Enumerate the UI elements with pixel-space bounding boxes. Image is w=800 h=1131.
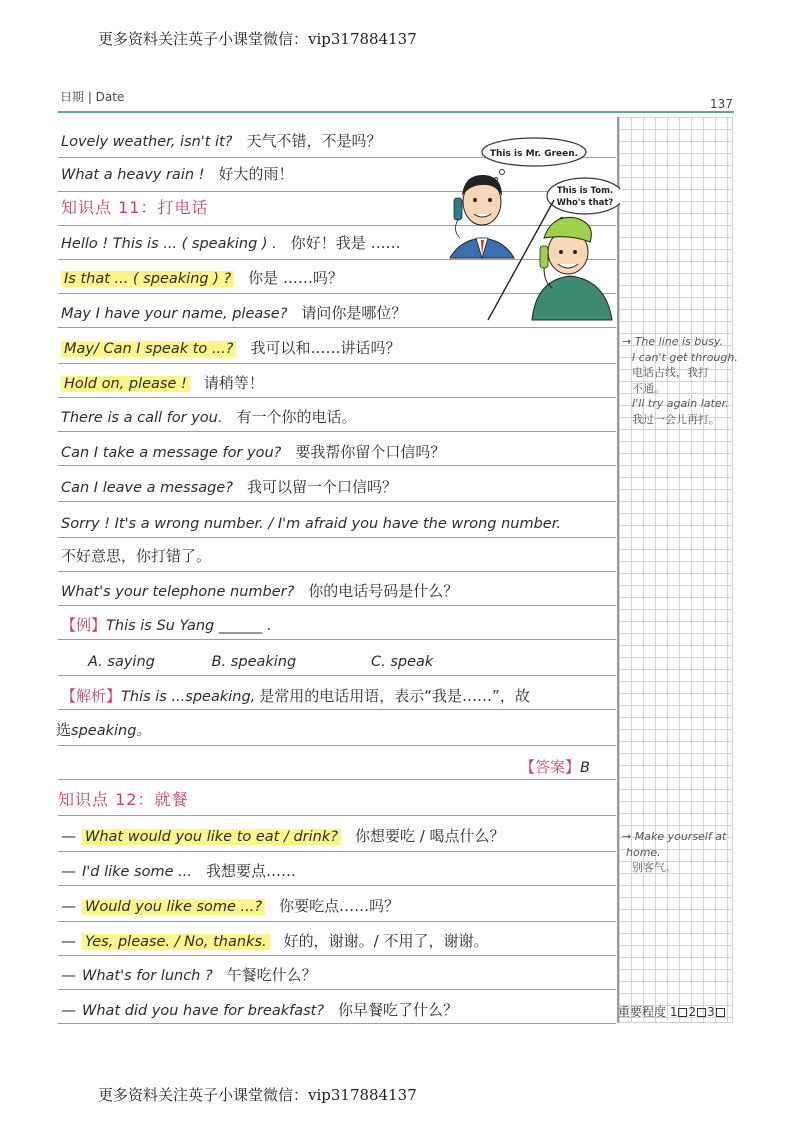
phrase-zh: 我可以留一个口信吗？ xyxy=(247,478,398,496)
phrase-en: May I have your name, please? xyxy=(61,306,288,322)
analysis-cont-en: speaking。 xyxy=(71,723,151,739)
phrase-zh: 午餐吃什么？ xyxy=(226,966,317,984)
phrase-zh: 有一个你的电话。 xyxy=(236,408,357,426)
phrase-zh: 你想要吃 / 喝点什么？ xyxy=(354,827,505,845)
ruled-line xyxy=(58,571,616,572)
phrase-en: Lovely weather, isn't it? xyxy=(61,134,233,150)
footer-promo-text: 更多资料关注英子小课堂微信：vip317884137 xyxy=(98,1086,417,1104)
option-c: C. speak xyxy=(370,654,434,670)
side-grid-column xyxy=(617,117,733,1023)
example-tag: 【例】 xyxy=(61,616,107,634)
importance-n3: 3 xyxy=(707,1005,715,1019)
header-promo-text: 更多资料关注英子小课堂微信：vip317884137 xyxy=(98,30,417,48)
page-number: 137 xyxy=(710,97,733,111)
meal-phrase-line: — What did you have for breakfast? 你早餐吃了什么？ xyxy=(61,1001,459,1019)
answer-line xyxy=(520,757,590,778)
meal-phrase-line: — I'd like some ... 我想要点…… xyxy=(61,862,296,880)
phrase-line xyxy=(61,338,400,359)
ruled-line xyxy=(58,465,616,466)
ruled-line xyxy=(58,989,616,990)
boy-figure xyxy=(532,217,612,320)
meal-phrase-line: — What would you like to eat / drink? 你想要吃 / 喝点什么？ xyxy=(61,827,505,845)
analysis-cont-zh: 选 xyxy=(56,721,72,739)
analysis-tag: 【解析】 xyxy=(61,687,122,705)
ruled-line xyxy=(58,675,616,676)
side-note-line: 不通。 xyxy=(632,381,665,395)
phrase-zh: 好的，谢谢。/ 不用了，谢谢。 xyxy=(283,932,489,950)
options-line xyxy=(88,651,433,672)
analysis-cont-line xyxy=(56,720,151,741)
speech-bubble-left-text: This is Mr. Green. xyxy=(489,149,579,159)
ruled-line xyxy=(58,605,616,606)
meal-phrase-line: — Would you like some ...? 你要吃点……吗？ xyxy=(61,897,400,915)
phrase-en-highlighted: Would you like some ...? xyxy=(82,899,265,915)
side-note-phone xyxy=(622,334,738,427)
checkbox-icon xyxy=(678,1008,687,1017)
phrase-zh: 好大的雨！ xyxy=(218,165,294,183)
phrase-line xyxy=(61,546,211,566)
ruled-line xyxy=(58,639,616,640)
side-note-line: → The line is busy. xyxy=(622,335,724,348)
ruled-line xyxy=(58,779,616,780)
ruled-line xyxy=(58,363,616,364)
answer-value: B xyxy=(580,760,590,776)
phrase-zh: 你好！我是 …… xyxy=(290,234,401,252)
phrase-line xyxy=(61,131,381,152)
checkbox-icon xyxy=(716,1008,725,1017)
ruled-line xyxy=(58,501,616,502)
analysis-line xyxy=(61,686,530,707)
side-note-meal xyxy=(622,829,726,876)
side-note-line: home. xyxy=(626,845,661,859)
phrase-en: Hello ! This is ... ( speaking ) . xyxy=(61,236,277,252)
phrase-en: I'd like some ... xyxy=(82,864,192,880)
side-note-line: I can't get through. xyxy=(632,350,738,364)
phrase-en: There is a call for you. xyxy=(61,410,223,426)
phrase-zh: 你的电话号码是什么？ xyxy=(308,582,459,600)
phrase-en: What's for lunch ? xyxy=(82,968,213,984)
phrase-en-highlighted: What would you like to eat / drink? xyxy=(82,829,341,845)
checkbox-icon xyxy=(697,1008,706,1017)
ruled-line xyxy=(58,885,616,886)
phrase-en-highlighted: Hold on, please ! xyxy=(61,376,190,392)
phrase-zh: 要我帮你留个口信吗？ xyxy=(295,443,446,461)
phrase-zh: 你是 ……吗？ xyxy=(248,269,343,287)
phrase-zh: 我想要点…… xyxy=(205,862,296,880)
analysis-en: This is ...speaking, xyxy=(121,689,256,705)
phrase-line xyxy=(61,164,293,185)
meal-phrase-line: — Yes, please. / No, thanks. 好的，谢谢。/ 不用了，谢谢。 xyxy=(61,932,489,950)
side-note-line: 电话占线，我打 xyxy=(632,366,709,379)
importance-rating xyxy=(618,1003,726,1020)
side-note-line: 我过一会儿再打。 xyxy=(632,412,720,426)
example-text: This is Su Yang ______ . xyxy=(106,618,272,634)
header-rule xyxy=(58,111,734,113)
phrase-zh: 你要吃点……吗？ xyxy=(279,897,400,915)
answer-tag: 【答案】 xyxy=(520,758,581,776)
phrase-zh: 请问你是哪位？ xyxy=(301,304,407,322)
option-b: B. speaking xyxy=(211,654,297,670)
phrase-line xyxy=(61,442,445,463)
phrase-line xyxy=(61,581,458,602)
phrase-en: Sorry ! It's a wrong number. / I'm afraid you have the wrong number. xyxy=(61,516,561,532)
ruled-line xyxy=(58,327,616,328)
phrase-line xyxy=(61,407,356,428)
phrase-line xyxy=(61,268,343,289)
phrase-en: Can I leave a message? xyxy=(61,480,233,496)
phrase-line xyxy=(61,303,406,324)
section-heading-12: 知识点 12：就餐 xyxy=(58,790,189,809)
phrase-en: What a heavy rain ! xyxy=(61,167,205,183)
phrase-line xyxy=(61,233,401,254)
speech-bubble-right xyxy=(547,178,620,214)
ruled-line xyxy=(58,745,616,746)
ruled-line xyxy=(58,709,616,710)
phrase-zh: 你早餐吃了什么？ xyxy=(338,1001,459,1019)
ruled-line xyxy=(58,431,616,432)
ruled-line xyxy=(58,921,616,922)
importance-label: 重要程度 xyxy=(618,1005,667,1019)
ruled-line xyxy=(58,815,616,816)
phrase-en: Can I take a message for you? xyxy=(61,445,282,461)
phone-call-illustration xyxy=(440,130,620,325)
speech-bubble-right-text-2: Who's that? xyxy=(556,198,614,208)
phrase-line xyxy=(61,373,264,394)
phone-handset-icon xyxy=(540,246,548,268)
side-note-line: I'll try again later. xyxy=(632,397,729,410)
side-note-line: → Make yourself at xyxy=(622,830,727,843)
phrase-zh: 请稍等！ xyxy=(203,374,264,392)
ruled-line xyxy=(58,955,616,956)
speech-bubble-right-text-1: This is Tom. xyxy=(556,186,614,196)
ruled-line xyxy=(58,397,616,398)
option-a: A. saying xyxy=(88,654,155,670)
phrase-en-highlighted: Is that ... ( speaking ) ? xyxy=(61,271,234,287)
phone-handset-icon xyxy=(454,198,462,220)
phrase-zh: 天气不错，不是吗？ xyxy=(246,132,382,150)
phrase-en: What's your telephone number? xyxy=(61,584,295,600)
importance-n2: 2 xyxy=(688,1005,697,1019)
phrase-line xyxy=(61,477,397,498)
section-heading-11: 知识点 11：打电话 xyxy=(61,198,209,217)
analysis-zh: 是常用的电话用语，表示“我是……”，故 xyxy=(259,687,530,705)
phrase-zh: 不好意思，你打错了。 xyxy=(61,547,212,565)
date-label: 日期 | Date xyxy=(60,90,125,104)
ruled-line xyxy=(58,537,616,538)
phrase-zh: 我可以和……讲话吗？ xyxy=(250,339,401,357)
man-figure xyxy=(450,175,514,258)
phrase-line xyxy=(61,513,561,534)
ruled-line xyxy=(58,851,616,852)
example-line xyxy=(61,615,272,636)
side-note-line: 别客气。 xyxy=(632,861,676,874)
phrase-en-highlighted: May/ Can I speak to ...? xyxy=(61,341,236,357)
importance-n1: 1 xyxy=(669,1005,678,1019)
phrase-en-highlighted: Yes, please. / No, thanks. xyxy=(82,934,270,950)
phrase-en: What did you have for breakfast? xyxy=(82,1003,325,1019)
ruled-line xyxy=(58,1023,616,1024)
meal-phrase-line: — What's for lunch ? 午餐吃什么？ xyxy=(61,966,317,984)
